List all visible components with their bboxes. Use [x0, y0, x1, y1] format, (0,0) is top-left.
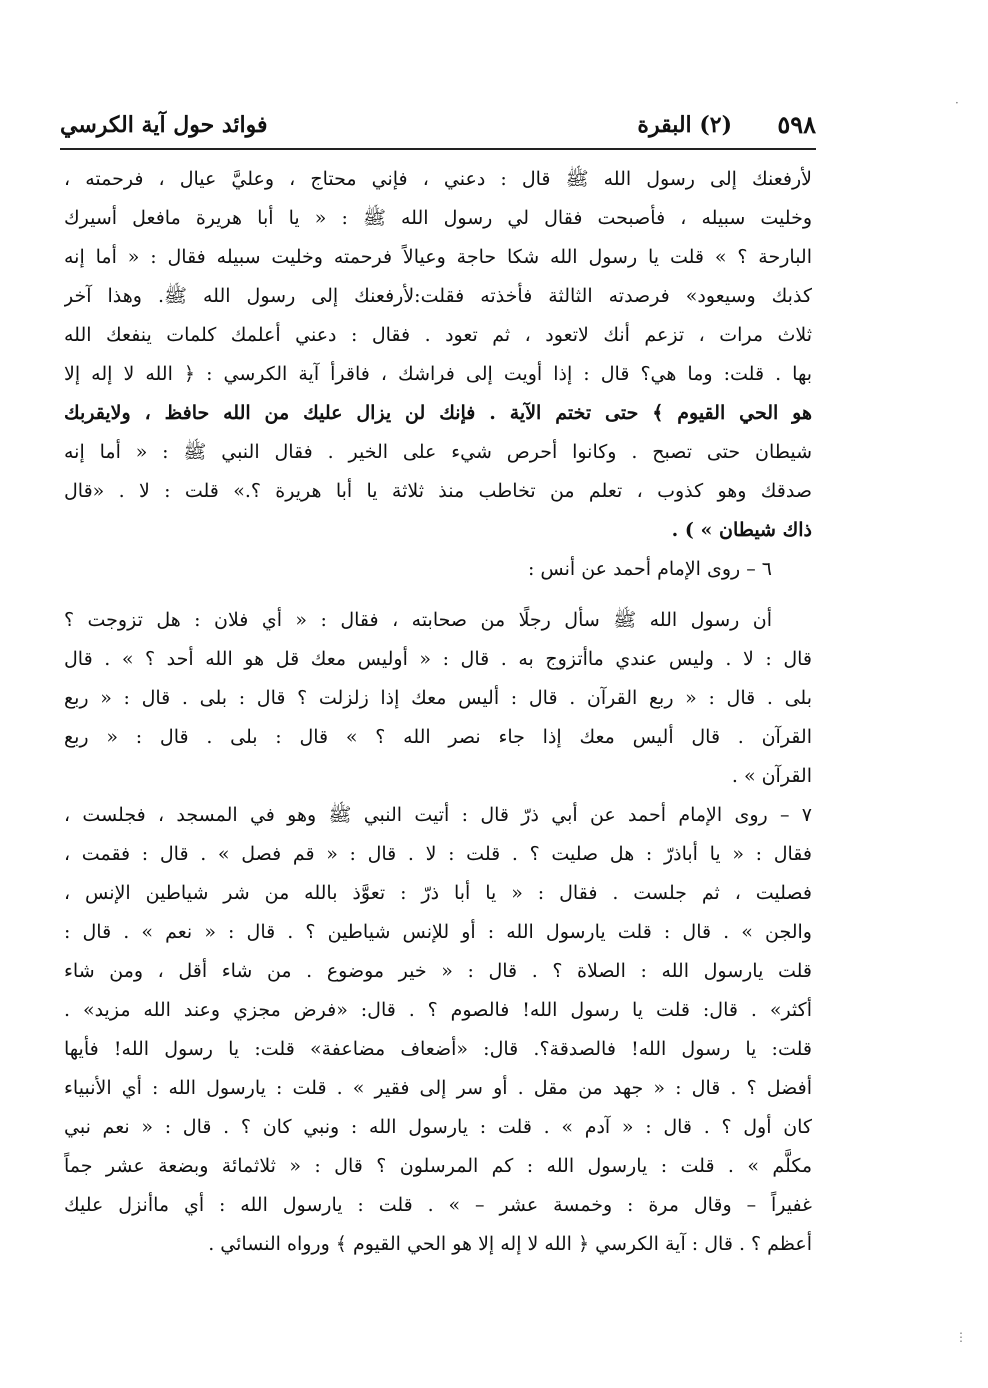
text-line: قال : لا . وليس عندي ماأتزوج به . قال : « أوليس معك قل هو الله أحد ؟ » . قال [64, 648, 812, 670]
text-line: والجن » . قال : قلت يارسول الله : أو للإنس شياطين ؟ . قال : « نعم » . قال : [64, 921, 812, 943]
text-line: قلت يارسول الله : الصلاة ؟ . قال : « خير موضوع . من شاء أقل ، ومن شاء [64, 960, 812, 982]
text-line: ذاك شيطان » ) . [671, 519, 812, 541]
section-title: فوائد حول آية الكرسي [60, 112, 268, 138]
running-header [60, 112, 816, 146]
text-line: البارحة ؟ » قلت يا رسول الله شكا حاجة وعيالاً فرحمته وخليت سبيله فقال : « أما إنه [64, 246, 812, 268]
text-line: القرآن » . [731, 765, 812, 787]
page-number: ٥٩٨ [777, 110, 816, 139]
text-line: فقال : « يا أباذرّ : هل صليت ؟ . قلت : لا . قال : « قم فصل » . قال : فقمت ، [64, 843, 812, 865]
text-line: بها . قلت: وما هي؟ قال : إذا أويت إلى فراشك ، فاقرأ آية الكرسي : ﴿ الله لا إله إلا [64, 363, 812, 385]
text-line: كان أول ؟ . قال : « آدم » . قلت : يارسول الله : ونبي كان ؟ . قال : « نعم نبي [64, 1116, 812, 1138]
text-line: مكلَّم » . قلت : يارسول الله : كم المرسلون ؟ قال : « ثلاثمائة وبضعة عشر جماً [64, 1155, 812, 1177]
scan-mark: ⋮ [955, 1330, 967, 1344]
text-line: صدقك وهو كذوب ، تعلم من تخاطب منذ ثلاثة يا أبا هريرة ؟.» قلت : لا . «قال [64, 480, 812, 502]
text-line: هو الحي القيوم ﴾ حتى تختم الآية . فإنك لن يزال عليك من الله حافظ ، ولايقربك [64, 402, 812, 424]
hadith-heading-6: ٦ – روى الإمام أحمد عن أنس : [527, 558, 772, 580]
surah-label: (٢) البقرة [637, 112, 732, 138]
body-text [64, 160, 812, 1264]
text-line: أكثر» . قال: قلت يا رسول الله! فالصوم ؟ . قال: «فرض مجزي وعند الله مزيد» . [64, 999, 812, 1021]
text-line: وخليت سبيله ، فأصبحت فقال لي رسول الله ﷺ : « يا أبا هريرة مافعل أسيرك [64, 207, 812, 229]
scan-mark: · [955, 96, 959, 110]
text-line: أعظم ؟ . قال : آية الكرسي ﴿ الله لا إله إلا هو الحي القيوم ﴾ ورواه النسائي . [208, 1233, 812, 1255]
text-line: قلت: يا رسول الله! فالصدقة؟. قال: «أضعاف مضاعفة» قلت: يا رسول الله! فأيها [64, 1038, 812, 1060]
text-line: شيطان حتى تصبح . وكانوا أحرص شيء على الخير . فقال النبي ﷺ : « أما إنه [64, 441, 812, 463]
header-divider [60, 148, 816, 150]
text-line: غفيراً – وقال مرة : وخمسة عشر – » . قلت : يارسول الله : أي ماأنزل عليك [64, 1194, 812, 1216]
text-line: أفضل ؟ . قال : « جهد من مقل . أو سر إلى فقير » . قلت : يارسول الله : أي الأنبياء [64, 1077, 812, 1099]
text-line: القرآن . قال أليس معك إذا جاء نصر الله ؟ » قال : بلى . قال : « ربع [64, 726, 812, 748]
text-line: أن رسول الله ﷺ سأل رجلًا من صحابته ، فقال : « أي فلان : هل تزوجت ؟ [64, 609, 772, 631]
text-line: ثلاث مرات ، تزعم أنك لاتعود ، ثم تعود . فقال : دعني أعلمك كلمات ينفعك الله [64, 324, 812, 346]
text-line: كذبك وسيعود» فرصدته الثالثة فأخذته فقلت:لأرفعنك إلى رسول الله ﷺ. وهذا آخر [64, 285, 812, 307]
text-line: لأرفعنك إلى رسول الله ﷺ قال : دعني ، فإني محتاج ، وعليَّ عيال ، فرحمته ، [64, 168, 812, 190]
text-line: فصليت ، ثم جلست . فقال : « يا أبا ذرّ : تعوَّذ بالله من شر شياطين الإنس ، [64, 882, 812, 904]
hadith-heading-7: ٧ – روى الإمام أحمد عن أبي ذرّ قال : أتيت النبي ﷺ وهو في المسجد ، فجلست ، [64, 804, 812, 826]
text-line: بلى . قال : « ربع القرآن . قال : أليس معك إذا زلزلت ؟ قال : بلى . قال : « ربع [64, 687, 812, 709]
